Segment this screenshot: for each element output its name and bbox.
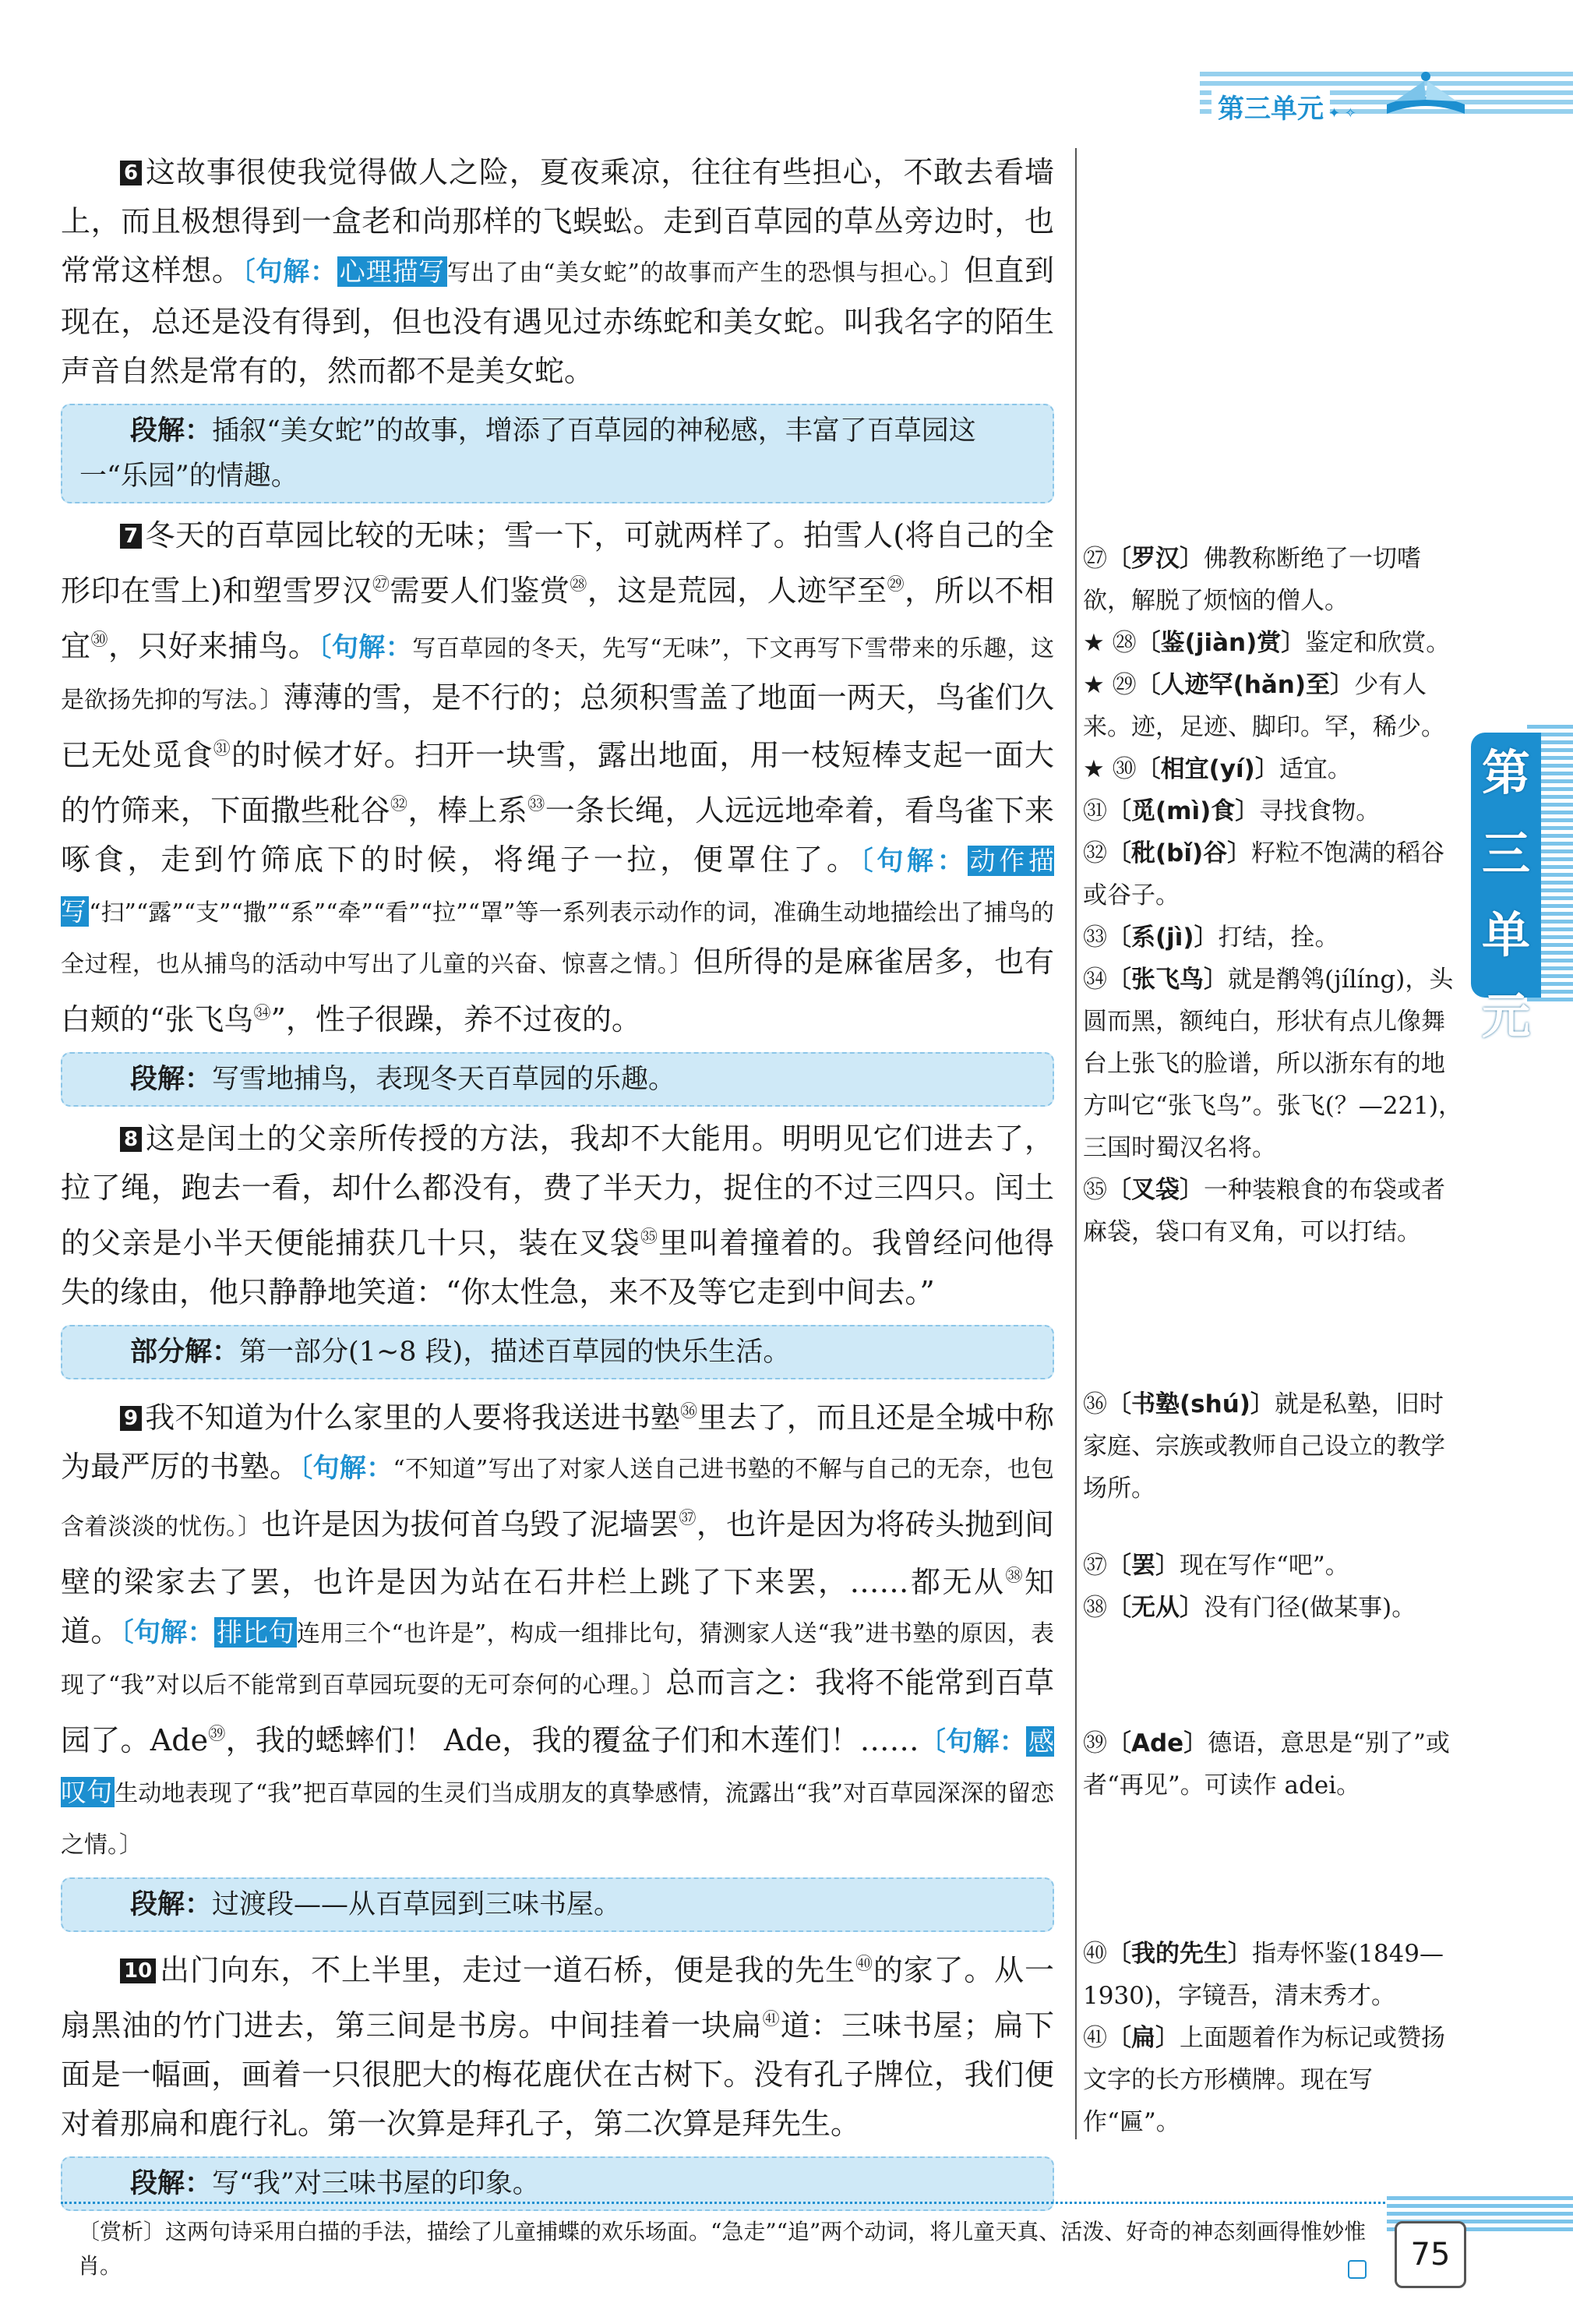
footnote-ref: ㊱ bbox=[680, 1402, 698, 1422]
star-icon: ★ bbox=[1083, 755, 1105, 783]
box-text: 写雪地捕鸟，表现冬天百草园的乐趣。 bbox=[212, 1064, 676, 1095]
note-definition: 没有门径(做某事)。 bbox=[1204, 1594, 1416, 1622]
footnote-ref: ㉟ bbox=[640, 1227, 659, 1247]
text: ，我的蟋蟀们！ Ade，我的覆盆子们和木莲们！…… bbox=[225, 1723, 919, 1757]
note-definition: 就是私塾，旧时家庭、宗族或教师自己设立的教学场所。 bbox=[1083, 1390, 1445, 1503]
note-open: 〔 bbox=[859, 846, 877, 877]
paragraph-number: 9 bbox=[120, 1406, 142, 1431]
footnote-ref: ㊵ bbox=[855, 1955, 873, 1974]
footnote-28 bbox=[1083, 622, 1465, 664]
footnote-35 bbox=[1083, 1169, 1465, 1253]
appreciation-note bbox=[78, 2215, 1371, 2283]
note-term: 〔系(jì)〕 bbox=[1107, 924, 1219, 952]
side-notes-group-3 bbox=[1083, 1545, 1465, 1629]
square-icon bbox=[1348, 2260, 1367, 2279]
note-term: 〔我的先生〕 bbox=[1107, 1940, 1252, 1968]
sentence-note-label: 句解： bbox=[331, 632, 413, 663]
technique-tag: 心理描写 bbox=[337, 256, 447, 287]
page-number: 75 bbox=[1395, 2221, 1466, 2288]
text: 的家了。从一扇黑油的竹门进去，第三间是书房。中间挂着一块扁 bbox=[61, 1953, 1054, 2043]
note-term: 〔罗汉〕 bbox=[1107, 545, 1204, 573]
note-definition: 指寿怀鉴(1849—1930)，字镜吾，清末秀才。 bbox=[1083, 1940, 1444, 2010]
footnote-34 bbox=[1083, 959, 1465, 1169]
note-number: ㉛ bbox=[1083, 797, 1107, 825]
note-definition: 佛教称断绝了一切嗜欲，解脱了烦恼的僧人。 bbox=[1083, 545, 1421, 615]
text: 但所得的是麻雀居多，也有白颊的“张飞鸟 bbox=[61, 945, 1054, 1037]
footnote-29 bbox=[1083, 664, 1465, 748]
appreciation-text: 这两句诗采用白描的手法，描绘了儿童捕蝶的欢乐场面。“急走”“追”两个动词，将儿童天真、活泼、好奇的神态刻画得惟妙惟肖。 bbox=[78, 2219, 1367, 2279]
note-term: 〔张飞鸟〕 bbox=[1107, 966, 1228, 994]
side-notes-group-4 bbox=[1083, 1722, 1465, 1807]
star-icon: ★ bbox=[1083, 629, 1105, 657]
footnote-ref: ㊳ bbox=[1005, 1566, 1025, 1586]
footnote-30 bbox=[1083, 748, 1465, 790]
note-term: 〔书塾(shú)〕 bbox=[1107, 1390, 1275, 1418]
text: 需要人们鉴赏 bbox=[390, 574, 570, 608]
paragraph-number: 10 bbox=[120, 1958, 156, 1983]
box-text: 插叙“美女蛇”的故事，增添了百草园的神秘感，丰富了百草园这一“乐园”的情趣。 bbox=[79, 415, 976, 492]
note-definition: 鉴定和欣赏。 bbox=[1305, 629, 1451, 657]
text: 知道。 bbox=[61, 1565, 1054, 1648]
note-term: 〔相宜(yí)〕 bbox=[1136, 755, 1279, 783]
paragraph-analysis-box bbox=[61, 404, 1054, 503]
tab-char: 元 bbox=[1481, 987, 1530, 1044]
footnote-41 bbox=[1083, 2017, 1465, 2143]
note-open: 〔 bbox=[120, 1617, 134, 1648]
note-definition: 打结，拴。 bbox=[1218, 924, 1339, 952]
text: ，棒上系 bbox=[407, 793, 528, 828]
sentence-note: 连用三个“也许是”，构成一组排比句，猜测家人送“我”进书塾的原因，表现了“我”对以后不能常到百草园玩耍的无可奈何的心理。〕 bbox=[61, 1620, 1055, 1699]
footnote-36 bbox=[1083, 1383, 1465, 1510]
tab-char: 单 bbox=[1481, 906, 1530, 963]
note-definition: 上面题着作为标记或赞扬文字的长方形横牌。现在写作“匾”。 bbox=[1083, 2024, 1445, 2136]
note-definition: 籽粒不饱满的稻谷或谷子。 bbox=[1083, 839, 1445, 909]
technique-tag: 动作描写 bbox=[61, 846, 1054, 927]
footnote-ref: ㉘ bbox=[570, 575, 587, 595]
sentence-note: “不知道”写出了对家人送自己进书塾的不解与自己的无奈，也包含着淡淡的忧伤。〕 bbox=[61, 1456, 1055, 1541]
footnote-ref: ㉝ bbox=[527, 795, 545, 814]
note-number: ㉞ bbox=[1083, 966, 1107, 994]
note-definition: 就是鹡鸰(jílíng)，头圆而黑，额纯白，形状有点儿像舞台上张飞的脸谱，所以浙东有的地方叫它“张飞鸟”。张飞(？—221)，三国时蜀汉名将。 bbox=[1083, 966, 1463, 1162]
technique-tag: 排比句 bbox=[214, 1617, 297, 1648]
tab-char: 三 bbox=[1481, 825, 1530, 882]
note-open: 〔 bbox=[919, 1726, 947, 1757]
footnote-32 bbox=[1083, 832, 1465, 917]
note-term: 〔Ade〕 bbox=[1107, 1729, 1208, 1757]
footnote-ref: ㊶ bbox=[762, 2010, 781, 2029]
paragraph-number: 6 bbox=[120, 161, 142, 185]
note-term: 〔叉袋〕 bbox=[1107, 1176, 1204, 1204]
footnote-39 bbox=[1083, 1722, 1465, 1807]
note-term: 〔扁〕 bbox=[1107, 2024, 1180, 2052]
note-definition: 德语，意思是“别了”或者“再见”。可读作 adei。 bbox=[1083, 1729, 1450, 1800]
note-term: 〔秕(bǐ)谷〕 bbox=[1107, 839, 1252, 867]
text: 出门向东，不上半里，走过一道石桥，便是我的先生 bbox=[159, 1953, 856, 1987]
box-label: 段解： bbox=[130, 2168, 213, 2199]
note-number: ㊳ bbox=[1083, 1594, 1107, 1622]
footnote-ref: ㉞ bbox=[253, 1004, 271, 1023]
text: 也许是因为拔何首乌毁了泥墙罢 bbox=[261, 1507, 679, 1542]
paragraph-number: 8 bbox=[120, 1127, 142, 1152]
main-text bbox=[61, 148, 1054, 2219]
note-term: 〔罢〕 bbox=[1107, 1552, 1180, 1580]
section-analysis-box bbox=[61, 1325, 1054, 1379]
footnote-ref: ㉗ bbox=[372, 575, 390, 595]
sentence-note-label: 句解： bbox=[876, 846, 968, 877]
paragraph-10 bbox=[61, 1940, 1054, 2149]
paragraph-7 bbox=[61, 511, 1054, 1044]
note-definition: 寻找食物。 bbox=[1259, 797, 1381, 825]
note-definition: 少有人来。迹，足迹、脚印。罕，稀少。 bbox=[1083, 671, 1445, 741]
text: ，也许是因为将砖头抛到间壁的梁家去了罢，也许是因为站在石井栏上跳了下来罢，……都无从 bbox=[61, 1507, 1054, 1599]
note-number: ㉗ bbox=[1083, 545, 1107, 573]
note-number: ㉜ bbox=[1083, 839, 1107, 867]
footnote-37 bbox=[1083, 1545, 1465, 1587]
footnote-38 bbox=[1083, 1587, 1465, 1629]
sentence-note: “扫”“露”“支”“撒”“系”“牵”“看”“拉”“罩”等一系列表示动作的词，准确生动地描绘出了捕鸟的全过程，也从捕鸟的活动中写出了儿童的兴奋、惊喜之情。〕 bbox=[61, 899, 1054, 978]
box-text: 写“我”对三味书屋的印象。 bbox=[212, 2168, 540, 2199]
appreciation-label: 〔赏析〕 bbox=[78, 2219, 166, 2245]
text: 一条长绳，人远远地牵着，看鸟雀下来啄食，走到竹筛底下的时候，将绳子一拉，便罩住了。 bbox=[61, 793, 1054, 877]
note-definition: 适宜。 bbox=[1279, 755, 1352, 783]
paragraph-8 bbox=[61, 1114, 1054, 1317]
footnote-ref: ㊴ bbox=[208, 1725, 226, 1744]
paragraph-9 bbox=[61, 1387, 1054, 1870]
text: 我不知道为什么家里的人要将我送进书塾 bbox=[145, 1400, 681, 1435]
sentence-note: 写出了由“美女蛇”的故事而产生的恐惧与担心。〕 bbox=[446, 260, 965, 287]
footnote-ref: ㉙ bbox=[887, 575, 905, 595]
column-divider bbox=[1075, 148, 1077, 2139]
footnote-ref: ㉜ bbox=[390, 795, 408, 814]
footnote-27 bbox=[1083, 538, 1465, 622]
side-notes-group-5 bbox=[1083, 1933, 1465, 2143]
note-definition: 现在写作“吧”。 bbox=[1180, 1552, 1349, 1580]
book-icon bbox=[1379, 65, 1472, 122]
note-number: ㊴ bbox=[1083, 1729, 1107, 1757]
paragraph-analysis-box bbox=[61, 1052, 1054, 1107]
note-term: 〔鉴(jiàn)赏〕 bbox=[1136, 629, 1306, 657]
note-open: 〔 bbox=[318, 632, 332, 663]
text: 道：三味书屋；扁下面是一幅画，画着一只很肥大的梅花鹿伏在古树下。没有孔子牌位，我们便对着那扁和鹿行礼。第一次算是拜孔子，第二次算是拜先生。 bbox=[61, 2008, 1054, 2141]
text: 里去了，而且还是全城中称为最严厉的书塾。 bbox=[61, 1400, 1054, 1484]
star-icon: ★ bbox=[1083, 671, 1105, 699]
tab-char: 第 bbox=[1481, 744, 1530, 801]
footnote-40 bbox=[1083, 1933, 1465, 2017]
unit-header-title: 第三单元 bbox=[1211, 87, 1330, 125]
note-number: ㉙ bbox=[1112, 671, 1137, 699]
box-label: 部分解： bbox=[130, 1337, 240, 1368]
box-text: 过渡段——从百草园到三味书屋。 bbox=[212, 1889, 622, 1920]
note-number: ㊱ bbox=[1083, 1390, 1107, 1418]
text: ”，性子很躁，养不过夜的。 bbox=[270, 1002, 641, 1037]
box-text: 第一部分(1~8 段)，描述百草园的快乐生活。 bbox=[239, 1337, 791, 1368]
box-label: 段解： bbox=[130, 415, 213, 447]
note-number: ㉟ bbox=[1083, 1176, 1107, 1204]
side-notes-group-1 bbox=[1083, 538, 1465, 1253]
paragraph-6 bbox=[61, 148, 1054, 396]
star-icon: ✦ ✧ bbox=[1328, 105, 1356, 122]
note-term: 〔人迹罕(hǎn)至〕 bbox=[1136, 671, 1355, 699]
text: 这是闰土的父亲所传授的方法，我却不大能用。明明见它们进去了，拉了绳，跑去一看，却什么都没有，费了半天力，捉住的不过三四只。闰土的父亲是小半天便能捕获几十只，装在叉袋 bbox=[61, 1121, 1054, 1260]
note-number: ㊶ bbox=[1083, 2024, 1107, 2052]
note-definition: 一种装粮食的布袋或者麻袋，袋口有叉角，可以打结。 bbox=[1083, 1176, 1445, 1246]
note-number: ㊵ bbox=[1083, 1940, 1107, 1968]
box-label: 段解： bbox=[130, 1889, 213, 1920]
side-notes-group-2 bbox=[1083, 1383, 1465, 1510]
text: ，只好来捕鸟。 bbox=[108, 629, 319, 663]
text: 的时候才好。扫开一块雪，露出地面，用一枝短棒支起一面大的竹筛来，下面撒些秕谷 bbox=[61, 738, 1054, 828]
text: ，这是荒园，人迹罕至 bbox=[587, 574, 887, 608]
text: 这故事很使我觉得做人之险，夏夜乘凉，往往有些担心，不敢去看墙上，而且极想得到一盒老和尚那样的飞蜈蚣。走到百草园的草丛旁边时，也常常这样想。 bbox=[61, 155, 1054, 288]
sentence-note-label: 句解： bbox=[133, 1617, 214, 1648]
footnote-31 bbox=[1083, 790, 1465, 832]
text: 里叫着撞着的。我曾经问他得失的缘由，他只静静地笑道：“你太性急，来不及等它走到中间去。” bbox=[61, 1226, 1054, 1309]
footnote-ref: ㉚ bbox=[90, 630, 108, 650]
bottom-divider bbox=[61, 2202, 1385, 2207]
paragraph-number: 7 bbox=[120, 524, 142, 549]
footnote-ref: ㉛ bbox=[213, 740, 231, 759]
technique-tag: 感叹句 bbox=[61, 1726, 1054, 1807]
text: 但直到现在，总还是没有得到，但也没有遇见过赤练蛇和美女蛇。叫我名字的陌生声音自然是常有的，然而都不是美女蛇。 bbox=[61, 253, 1054, 388]
sentence-note-label: 句解： bbox=[946, 1726, 1026, 1757]
note-number: ㉘ bbox=[1112, 629, 1137, 657]
sentence-note: 生动地表现了“我”把百草园的生灵们当成朋友的真挚感情，流露出“我”对百草园深深的留恋之情。〕 bbox=[61, 1780, 1054, 1859]
text: 冬天的百草园比较的无味；雪一下，可就两样了。拍雪人(将自己的全形印在雪上)和塑雪罗汉 bbox=[61, 518, 1054, 608]
box-label: 段解： bbox=[130, 1064, 213, 1095]
sentence-note-label: 句解： bbox=[256, 256, 337, 288]
text: 总而言之：我将不能常到百草园了。Ade bbox=[61, 1665, 1054, 1757]
sentence-note-label: 句解： bbox=[312, 1453, 393, 1484]
text: 薄薄的雪，是不行的；总须积雪盖了地面一两天，鸟雀们久已无处觅食 bbox=[61, 680, 1054, 772]
note-number: ㉚ bbox=[1112, 755, 1137, 783]
note-term: 〔觅(mì)食〕 bbox=[1107, 797, 1260, 825]
sentence-note: 写百草园的冬天，先写“无味”，下文再写下雪带来的乐趣，这是欲扬先抑的写法。〕 bbox=[61, 635, 1054, 714]
footnote-33 bbox=[1083, 917, 1465, 959]
note-open: 〔 bbox=[299, 1453, 313, 1484]
footnote-ref: ㊲ bbox=[679, 1509, 697, 1528]
note-open: 〔 bbox=[242, 256, 256, 288]
note-number: ㉝ bbox=[1083, 924, 1107, 952]
unit-side-tab bbox=[1471, 733, 1541, 1044]
note-term: 〔无从〕 bbox=[1107, 1594, 1204, 1622]
paragraph-analysis-box bbox=[61, 1877, 1054, 1932]
note-number: ㊲ bbox=[1083, 1552, 1107, 1580]
text: ，所以不相宜 bbox=[61, 574, 1054, 663]
